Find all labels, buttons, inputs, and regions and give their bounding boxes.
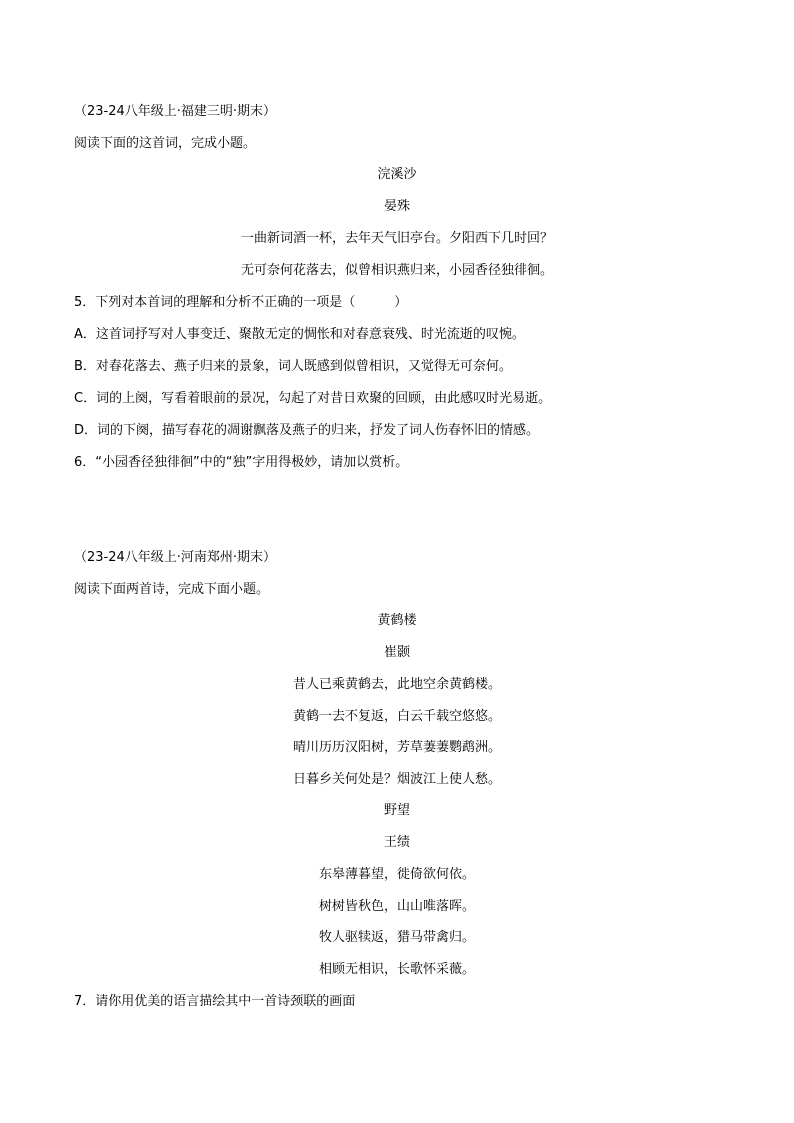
poem-line: 黄鹤一去不复返，白云千载空悠悠。 [292,709,501,724]
poem-line: 晴川历历汉阳树，芳草萋萋鹦鹉洲。 [292,740,501,755]
poem-line: 一曲新词酒一杯，去年天气旧亭台。夕阳西下几时回？ [240,231,553,246]
poem-line: 东皋薄暮望，徙倚欲何依。 [318,867,475,882]
source-label: （23-24八年级上·福建三明·期末） [74,104,277,119]
option-d: D．词的下阕，描写春花的凋谢飘落及燕子的归来，抒发了词人伤春怀旧的情感。 [74,423,540,438]
poem-line: 树树皆秋色，山山唯落晖。 [318,899,475,914]
poem-line: 相顾无相识，长歌怀采薇。 [318,962,475,977]
source-label: （23-24八年级上·河南郑州·期末） [74,550,277,565]
option-b: B．对春花落去、燕子归来的景象，词人既感到似曾相识，又觉得无可奈何。 [74,359,512,374]
option-a: A．这首词抒写对人事变迁、聚散无定的惆怅和对春意衰残、时光流逝的叹惋。 [74,327,525,342]
poem-line: 牧人驱犊返，猎马带禽归。 [318,930,475,945]
poem-title: 黄鹤楼 [377,613,417,628]
instruction-text: 阅读下面两首诗，完成下面小题。 [74,582,270,597]
poem-author: 崔颢 [383,645,410,660]
poem-line: 日暮乡关何处是？烟波江上使人愁。 [292,772,501,787]
instruction-text: 阅读下面的这首词，完成小题。 [74,136,257,151]
option-c: C．词的上阕，写看着眼前的景况，勾起了对昔日欢聚的回顾，由此感叹时光易逝。 [74,391,552,406]
question-7: 7．请你用优美的语言描绘其中一首诗颈联的画面 [74,994,356,1009]
poem-title: 野望 [383,803,410,818]
poem-line: 无可奈何花落去，似曾相识燕归来，小园香径独徘徊。 [240,263,553,278]
question-5: 5．下列对本首词的理解和分析不正确的一项是（ ） [74,295,408,310]
poem-line: 昔人已乘黄鹤去，此地空余黄鹤楼。 [292,677,501,692]
poem-title: 浣溪沙 [377,167,417,182]
question-6: 6．“小园香径独徘徊”中的“独”字用得极妙，请加以赏析。 [74,455,409,470]
poem-author: 王绩 [383,835,410,850]
poem-author: 晏殊 [383,199,410,214]
